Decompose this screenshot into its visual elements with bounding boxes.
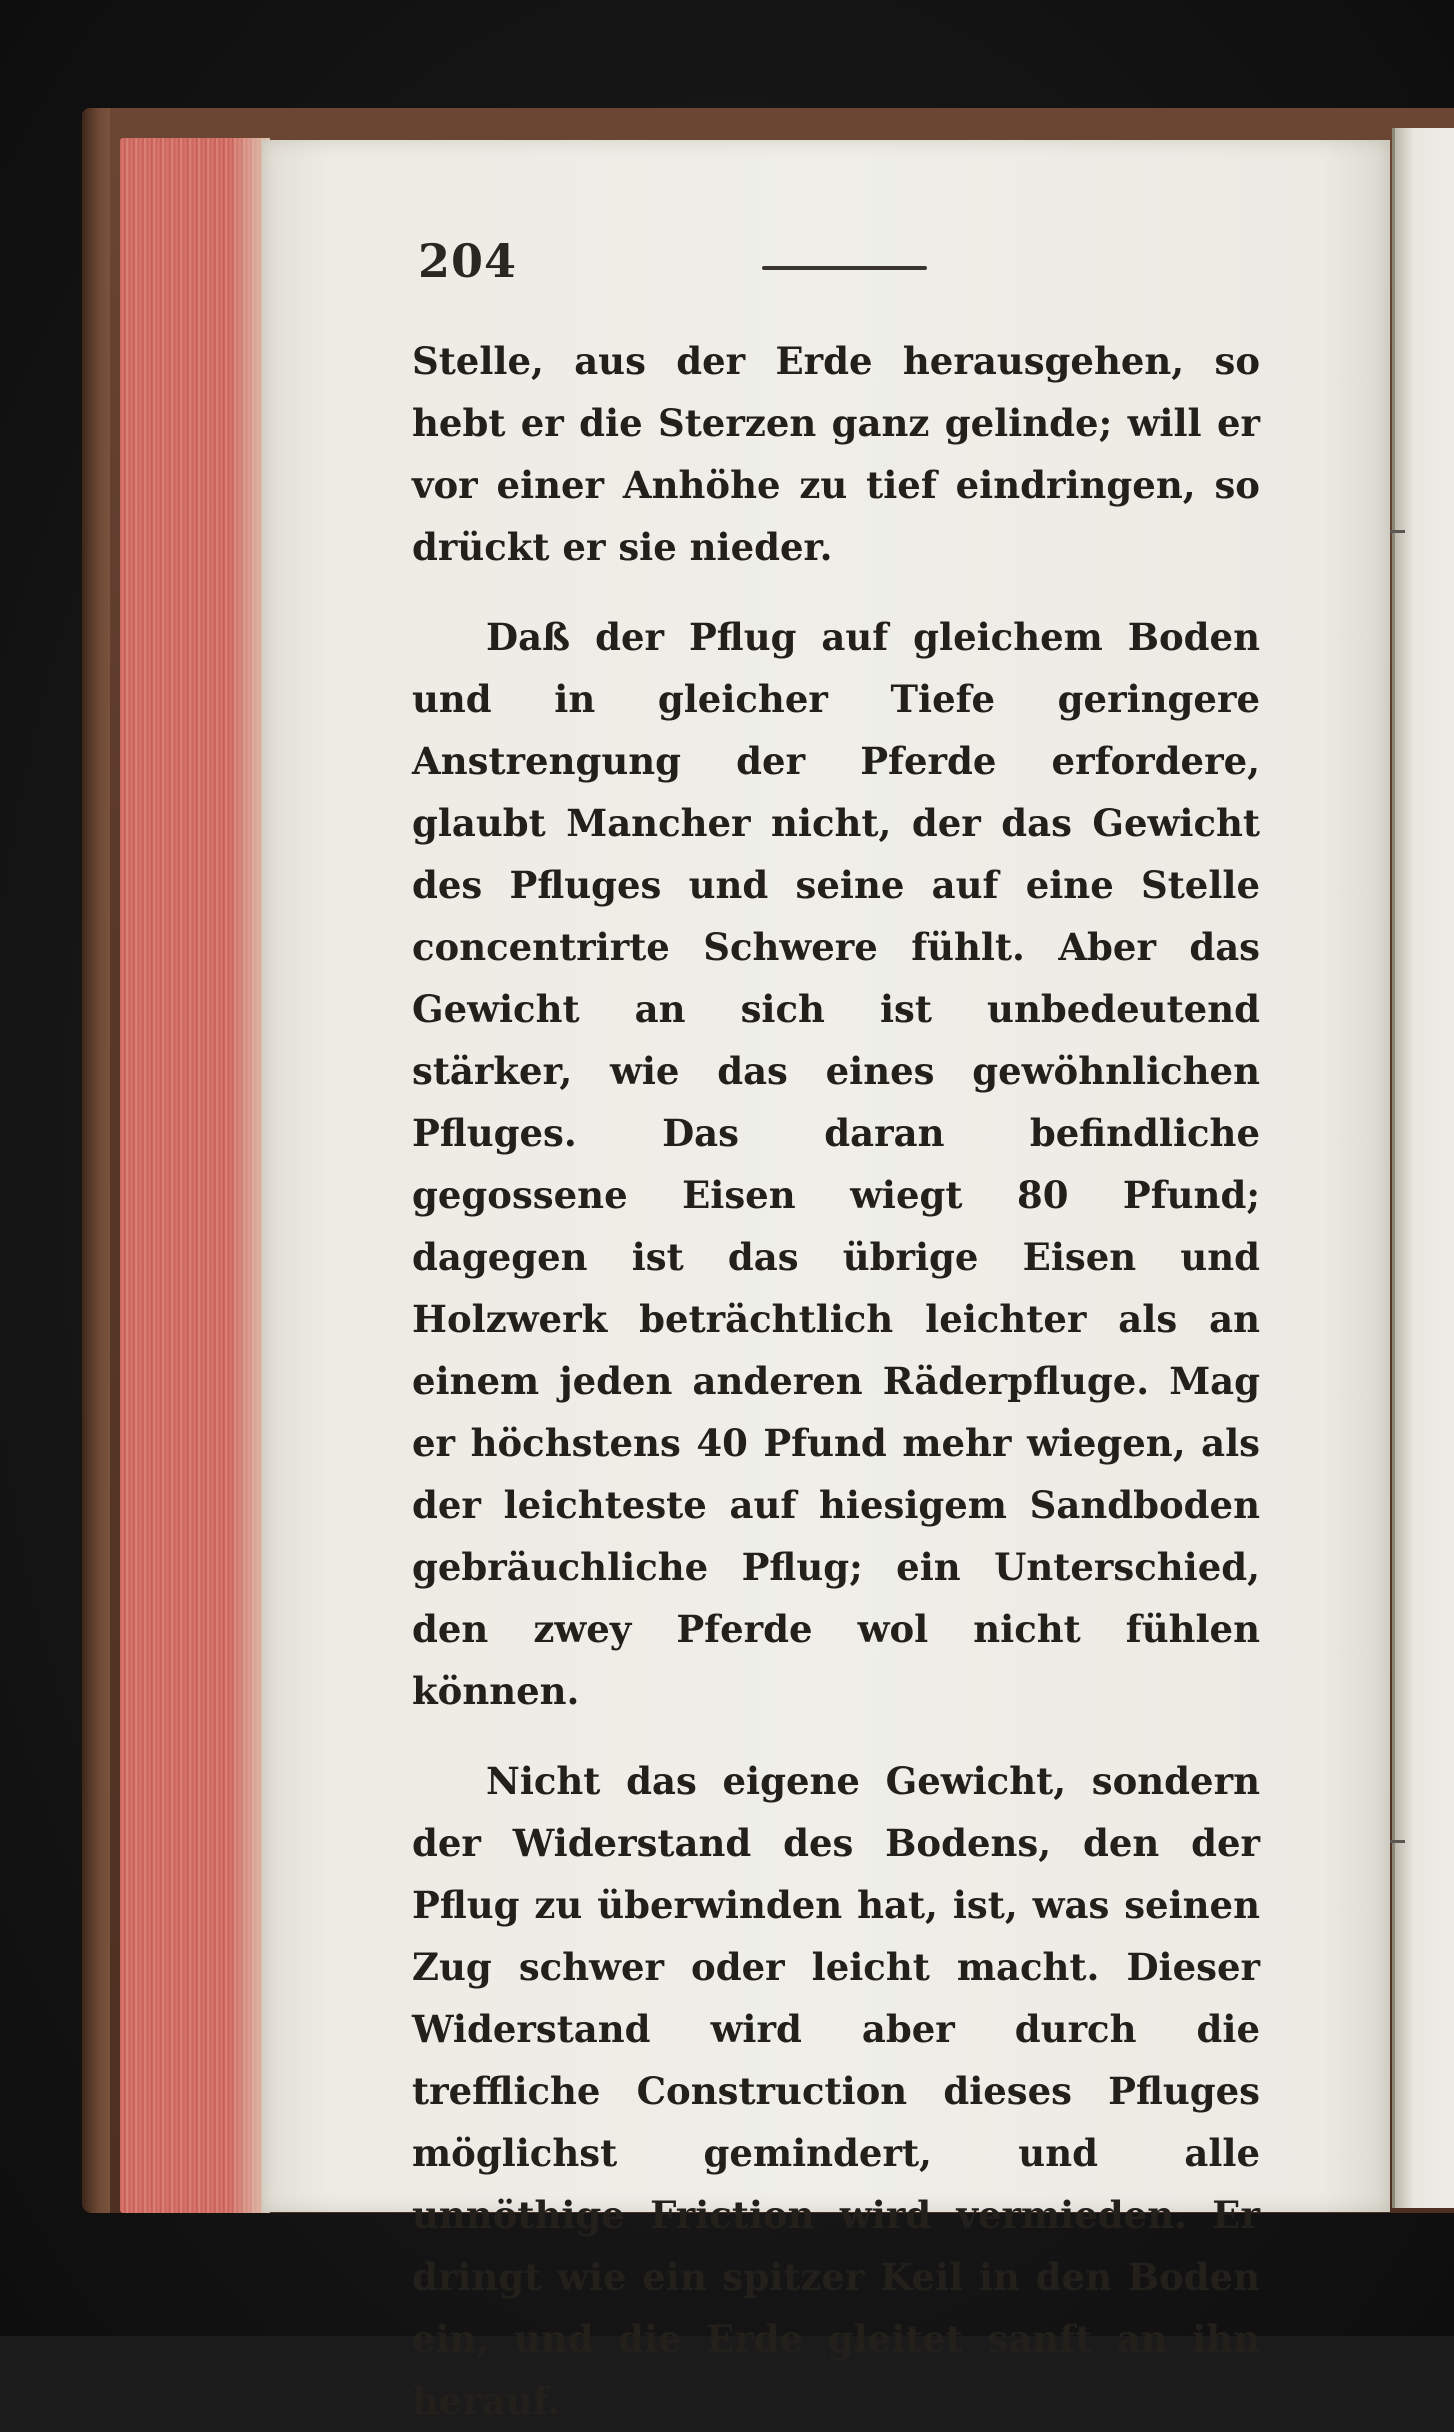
page-number: 204 (418, 234, 518, 288)
paragraph-2: Daß der Pflug auf gleichem Boden und in gleicher Tiefe geringere Anstrengung der Pferde erfordere, glaubt Mancher nicht, der das Gewicht des Pfluges und seine auf eine Stelle concentrirte Schwere fühlt. Aber das Gewicht an sich ist unbedeutend stärker, wie das eines gewöhnlichen Pfluges. Das daran befindliche gegossene Eisen wiegt 80 Pfund; dagegen ist das übrige Eisen und Holzwerk beträchtlich leichter als an einem jeden anderen Räderpfluge. Mag er höchstens 40 Pfund mehr wiegen, als der leichteste auf hiesigem Sandboden gebräuchliche Pflug; ein Unterschied, den zwey Pferde wol nicht fühlen können. (412, 615, 1260, 1713)
book-cover-edge (82, 108, 110, 2213)
facing-page-edge (1392, 128, 1454, 2208)
paragraph-1: Stelle, aus der Erde herausgehen, so hebt er die Sterzen ganz gelinde; will er vor einer Anhöhe zu tief eindringen, so drückt er sie nieder. (412, 339, 1260, 569)
paragraph-3: Nicht das eigene Gewicht, sondern der Widerstand des Bodens, den der Pflug zu überwinden hat, ist, was seinen Zug schwer oder leicht macht. Dieser Widerstand wird aber durch die treffliche Construction dieses Pfluges möglichst gemindert, und alle unnöthige Friction wird vermieden. Er dringt wie ein spitzer Keil in den Boden ein, und die Erde gleitet sanft an ihn herauf. (412, 1759, 1260, 2423)
header-rule (762, 266, 927, 270)
body-text (412, 330, 1260, 2432)
